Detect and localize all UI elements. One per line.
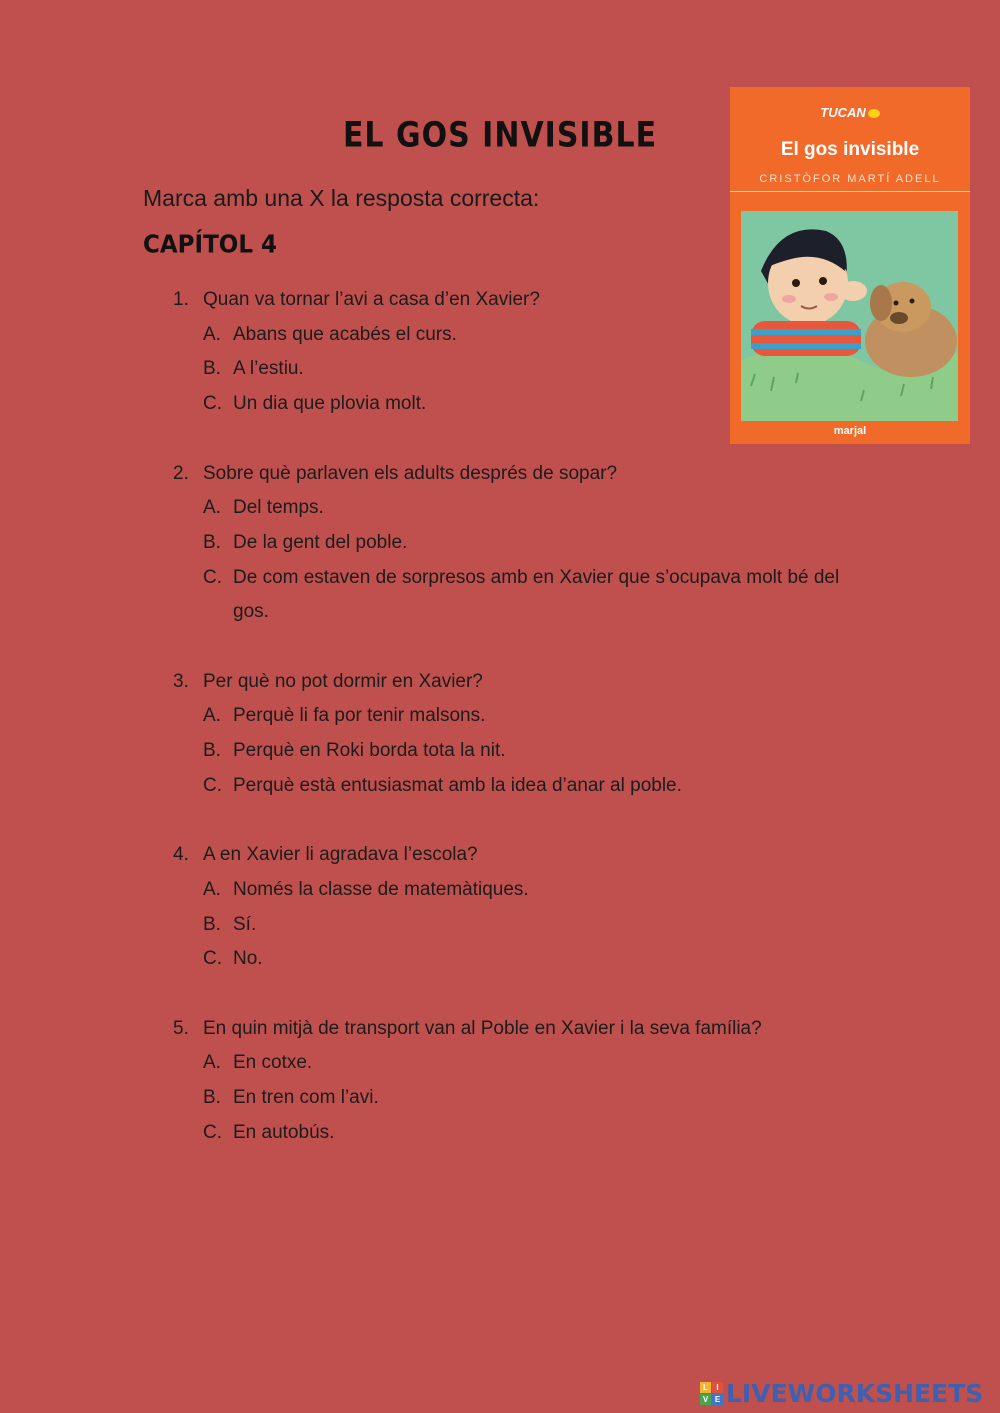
option-text: En tren com l’avi. (233, 1087, 379, 1109)
cover-divider (730, 191, 970, 192)
cover-author: CRISTÒFOR MARTÍ ADELL (759, 173, 941, 185)
question-number: 2. (173, 462, 189, 484)
question-text: En quin mitjà de transport van al Poble en Xavier i la seva família? (203, 1017, 762, 1039)
option-text: En autobús. (233, 1121, 335, 1143)
option-text: Perquè està entusiasmat amb la idea d’anar al poble. (233, 774, 682, 796)
question-item (173, 1012, 873, 1151)
answer-option[interactable] (203, 699, 873, 734)
option-text: Del temps. (233, 497, 324, 519)
question-item (173, 457, 873, 631)
option-letter: C. (203, 1121, 222, 1143)
question-item (173, 838, 873, 977)
question-text: A en Xavier li agradava l’escola? (203, 844, 478, 866)
option-letter: B. (203, 1087, 221, 1109)
option-letter: A. (203, 1052, 221, 1074)
option-letter: A. (203, 878, 221, 900)
answer-option[interactable] (203, 734, 873, 769)
question-text: Per què no pot dormir en Xavier? (203, 670, 483, 692)
option-text: Només la classe de matemàtiques. (233, 878, 529, 900)
option-text: Un dia que plovia molt. (233, 393, 427, 415)
answer-option[interactable] (203, 491, 873, 526)
question-number: 4. (173, 844, 189, 866)
option-text: De la gent del poble. (233, 531, 408, 553)
question-text: Sobre què parlaven els adults després de sopar? (203, 462, 618, 484)
answer-option[interactable] (203, 942, 873, 977)
answer-option[interactable] (203, 526, 873, 561)
liveworksheets-logo-icon: L I V E (700, 1382, 723, 1405)
answer-option[interactable] (203, 769, 873, 804)
cover-publisher: marjal (833, 425, 867, 437)
option-letter: C. (203, 566, 222, 588)
chapter-heading: CAPÍTOL 4 (143, 230, 278, 260)
worksheet-title: EL GOS INVISIBLE (342, 115, 658, 156)
question-number: 3. (173, 670, 189, 692)
option-letter: A. (203, 705, 221, 727)
option-letter: B. (203, 531, 221, 553)
option-text: Perquè li fa por tenir malsons. (233, 705, 486, 727)
question-number: 5. (173, 1017, 189, 1039)
option-text: A l’estiu. (233, 358, 304, 380)
book-cover (730, 87, 970, 444)
option-letter: B. (203, 913, 221, 935)
cover-title: El gos invisible (780, 139, 920, 160)
option-letter: C. (203, 393, 222, 415)
option-letter: B. (203, 740, 221, 762)
liveworksheets-text: LIVEWORKSHEETS (726, 1378, 984, 1408)
cover-illustration (741, 211, 958, 421)
question-number: 1. (173, 289, 189, 310)
option-text: Abans que acabés el curs. (233, 323, 457, 345)
answer-option[interactable] (203, 1116, 873, 1151)
option-text: Perquè en Roki borda tota la nit. (233, 740, 506, 762)
option-letter: A. (203, 323, 221, 345)
option-text: Sí. (233, 913, 257, 935)
liveworksheets-watermark (700, 1376, 983, 1410)
option-text: En cotxe. (233, 1052, 313, 1074)
option-text: De com estaven de sorpresos amb en Xavier que s’ocupava molt bé del gos. (233, 566, 840, 623)
question-text: Quan va tornar l’avi a casa d’en Xavier? (203, 289, 540, 310)
question-item (173, 665, 873, 804)
answer-option[interactable] (203, 1081, 873, 1116)
answer-option[interactable] (203, 1046, 873, 1081)
option-text: No. (233, 948, 263, 970)
answer-option[interactable] (203, 561, 843, 630)
option-letter: B. (203, 358, 221, 380)
answer-option[interactable] (203, 873, 873, 908)
option-letter: A. (203, 497, 221, 519)
option-letter: C. (203, 774, 222, 796)
answer-option[interactable] (203, 908, 873, 943)
option-letter: C. (203, 948, 222, 970)
instruction-text: Marca amb una X la resposta correcta: (143, 185, 540, 211)
toucan-icon (868, 109, 880, 118)
cover-brand: TUCAN (730, 105, 970, 120)
